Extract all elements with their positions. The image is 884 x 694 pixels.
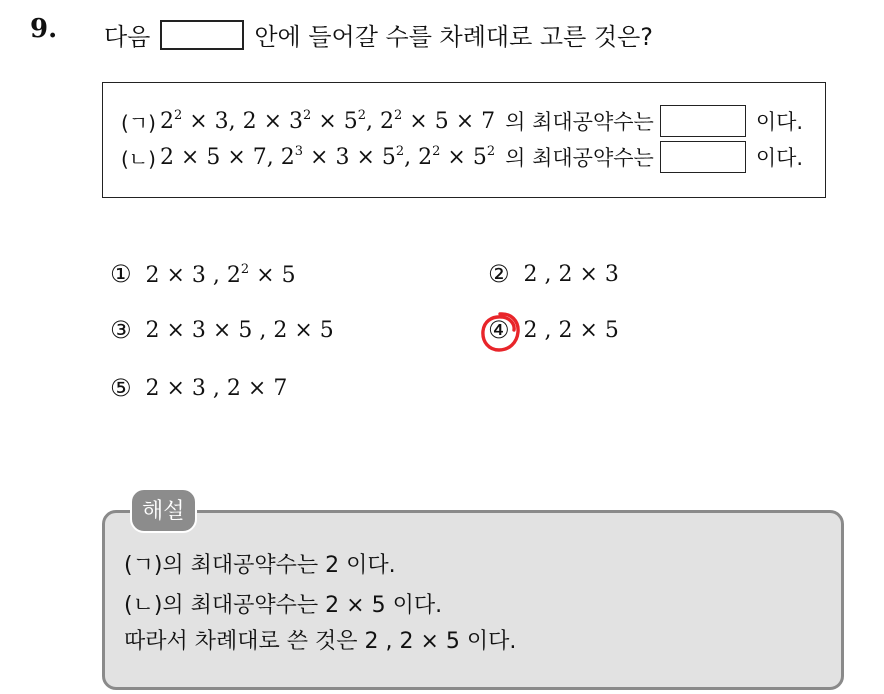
question-number: 9. (30, 14, 58, 44)
answer-blank-box (160, 20, 244, 50)
condition-tag: (ㄴ) (121, 146, 156, 171)
condition-text: 의 최대공약수는 (505, 110, 654, 134)
condition-expression: $2^2 \times 3$, $2 \times 3^2 \times 5^2$, $2^2 \times 5 \times 7$ (159, 108, 496, 134)
choice-1[interactable] (110, 262, 296, 288)
choice-5[interactable] (110, 373, 288, 402)
choice-3[interactable] (110, 315, 334, 344)
condition-expression: 2 × 5 × 7, $2^3 \times 3 \times 5^2$, $2^2 \times 5^2$ (159, 144, 496, 170)
condition-end-text: 이다. (755, 110, 804, 134)
choice-text: 2 × 3 , 2 × 7 (145, 376, 288, 401)
choice-number-mark: ① (110, 260, 132, 288)
choice-text: 2 × 3 × 5 , 2 × 5 (145, 318, 334, 343)
condition-line-2 (121, 141, 803, 173)
choice-number-mark: ④ (488, 315, 510, 344)
condition-blank-box (660, 105, 746, 137)
choice-2[interactable] (488, 259, 619, 288)
choice-text: 2 , 2 × 5 (523, 318, 619, 343)
question-text (104, 17, 653, 52)
choice-number-mark: ⑤ (110, 373, 132, 402)
condition-blank-box (660, 141, 746, 173)
solution-tag: 해설 (130, 488, 197, 533)
choice-text: 2 × 3 , $2^2 \times 5$ (145, 262, 296, 288)
solution-line-3: 따라서 차례대로 쓴 것은 2 , 2 × 5 이다. (124, 629, 517, 654)
condition-text: 의 최대공약수는 (505, 146, 654, 170)
solution-line-1: (ㄱ)의 최대공약수는 2 이다. (124, 553, 396, 578)
question-suffix: 안에 들어갈 수를 차례대로 고른 것은? (254, 23, 654, 51)
condition-line-1 (121, 105, 803, 137)
condition-tag: (ㄱ) (121, 110, 156, 135)
solution-line-2: (ㄴ)의 최대공약수는 2 × 5 이다. (124, 593, 443, 618)
condition-box (102, 82, 826, 198)
choice-text: 2 , 2 × 3 (523, 262, 619, 287)
choice-number-mark: ② (488, 259, 510, 288)
question-prefix: 다음 (104, 23, 151, 51)
choice-number-mark: ③ (110, 315, 132, 344)
condition-end-text: 이다. (755, 146, 804, 170)
choice-4[interactable] (488, 315, 619, 344)
